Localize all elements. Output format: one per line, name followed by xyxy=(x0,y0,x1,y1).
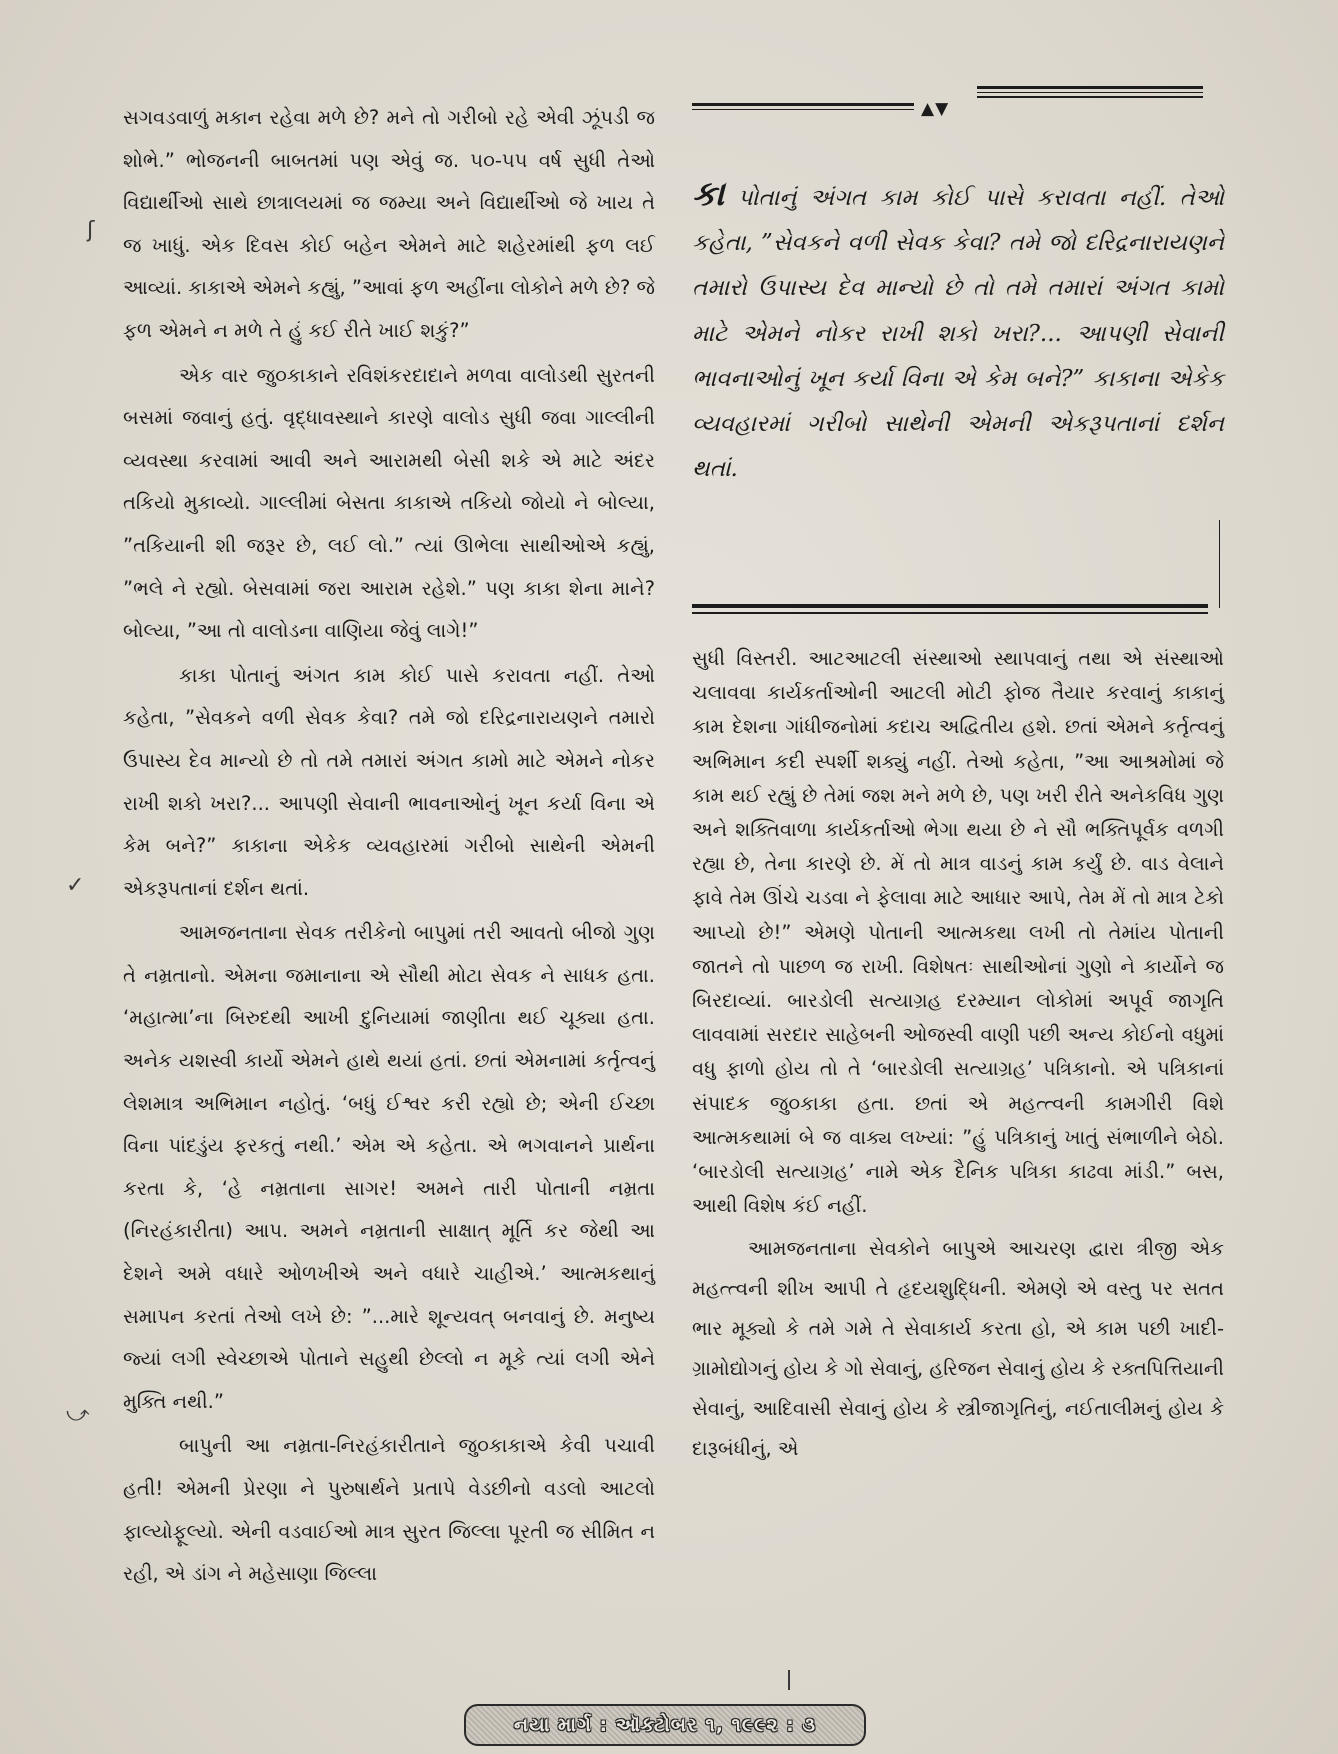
right-column xyxy=(692,642,1224,1469)
page-footer xyxy=(464,1704,866,1746)
paragraph: એક વાર જુ૦કાકાને રવિશંકરદાદાને મળવા વાલોડથી સુરતની બસમાં જવાનું હતું. વૃદ્ધાવસ્થાને કારણે વાલોડ સુધી જવા ગાલ્લીની વ્યવસ્થા કરવામાં આવી અને આરામથી બેસી શકે એ માટે અંદર તકિયો મુકાવ્યો. ગાલ્લીમાં બેસતા કાકાએ તકિયો જોયો ને બોલ્યા, ”તકિયાની શી જરૂર છે, લઈ લો.” ત્યાં ઊભેલા સાથીઓએ કહ્યું, ”ભલે ને રહ્યો. બેસવામાં જરા આરામ રહેશે.” પણ કાકા શેના માને? બોલ્યા, ”આ તો વાલોડના વાણિયા જેવું લાગે!” xyxy=(123,363,655,643)
pull-quote-body: પોતાનું અંગત કામ કોઈ પાસે કરાવતા નહીં. તેઓ કહેતા, ”સેવકને વળી સેવક કેવા? તમે જો દરિદ્રનારાયણને તમારો ઉપાસ્ય દેવ માન્યો છે તો તમે તમારાં અંગત કામો માટે એમને નોકર રાખી શકો ખરા?... આપણી સેવાની ભાવનાઓનું ખૂન કર્યા વિના એ કેમ બને?” કાકાના એકેક વ્યવહારમાં ગરીબો સાથેની એમની એકરૂપતાનાં દર્શન થતાં. xyxy=(692,185,1224,483)
top-rule-right-thin xyxy=(977,92,1203,93)
top-rule-right-thin-2 xyxy=(977,96,1203,98)
paragraph: બાપુની આ નમ્રતા-નિરહંકારીતાને જુ૦કાકાએ કેવી પચાવી હતી! એમની પ્રેરણા ને પુરુષાર્થને પ્રતાપે વેડછીનો વડલો આટલો ફાલ્યોફૂલ્યો. એની વડવાઈઓ માત્ર સુરત જિલ્લા પૂરતી જ સીમિત ન રહી, એ ડાંગ ને મહેસાણા જિલ્લા xyxy=(123,1434,655,1586)
paragraph: કાકા પોતાનું અંગત કામ કોઈ પાસે કરાવતા નહીં. તેઓ કહેતા, ”સેવકને વળી સેવક કેવા? તમે જો દરિદ્રનારાયણને તમારો ઉપાસ્ય દેવ માન્યો છે તો તમે તમારાં અંગત કામો માટે એમને નોકર રાખી શકો ખરા?... આપણી સેવાની ભાવનાઓનું ખૂન કર્યા વિના એ કેમ બને?” કાકાના એકેક વ્યવહારમાં ગરીબો સાથેની એમની એકરૂપતાનાં દર્શન થતાં. xyxy=(123,663,655,900)
paragraph: આમજનતાના સેવક તરીકેનો બાપુમાં તરી આવતો બીજો ગુણ તે નમ્રતાનો. એમના જમાનાના એ સૌથી મોટા સેવક ને સાધક હતા. ‘મહાત્મા’ના બિરુદથી આખી દુનિયામાં જાણીતા થઈ ચૂક્યા હતા. અનેક યશસ્વી કાર્યો એમને હાથે થયાં હતાં. છતાં એમનામાં કર્તૃત્વનું લેશમાત્ર અભિમાન નહોતું. ‘બધું ઈશ્વર કરી રહ્યો છે; એની ઈચ્છા વિના પાંદડુંય ફરકતું નથી.’ એમ એ કહેતા. એ ભગવાનને પ્રાર્થના કરતા કે, ‘હે નમ્રતાના સાગર! અમને તારી પોતાની નમ્રતા (નિરહંકારીતા) આપ. અમને નમ્રતાની સાક્ષાત્ મૂર્તિ કર જેથી આ દેશને અમે વધારે ઓળખીએ અને વધારે ચાહીએ.’ આત્મકથાનું સમાપન કરતાં તેઓ લખે છે: ”...મારે શૂન્યવત્ બનવાનું છે. મનુષ્ય જ્યાં લગી સ્વેચ્છાએ પોતાને સહુથી છેલ્લો ન મૂકે ત્યાં લગી એને મુક્તિ નથી.” xyxy=(123,921,655,1413)
paragraph: સગવડવાળું મકાન રહેવા મળે છે? મને તો ગરીબો રહે એવી ઝૂંપડી જ શોભે.” ભોજનની બાબતમાં પણ એવું જ. ૫૦-૫૫ વર્ષ સુધી તેઓ વિદ્યાર્થીઓ સાથે છાત્રાલયમાં જ જમ્યા અને વિદ્યાર્થીઓ જે ખાય તે જ ખાધું. એક દિવસ કોઈ બહેન એમને માટે શહેરમાંથી ફળ લઈ આવ્યાં. કાકાએ એમને કહ્યું, ”આવાં ફળ અહીંના લોકોને મળે છે? જે ફળ એમને ન મળે તે હું કઈ રીતે ખાઈ શકું?” xyxy=(123,106,655,342)
drop-cap: કા xyxy=(692,174,725,214)
pullquote-bottom-rule-thick xyxy=(692,604,1208,608)
pencil-mark: ✓ xyxy=(66,873,85,898)
paragraph: સુધી વિસ્તરી. આટઆટલી સંસ્થાઓ સ્થાપવાનું તથા એ સંસ્થાઓ ચલાવવા કાર્યકર્તાઓની આટલી મોટી ફોજ તૈયાર કરવાનું કાકાનું કામ દેશના ગાંધીજનોમાં કદાચ અદ્વિતીય હશે. છતાં એમને કર્તૃત્વનું અભિમાન કદી સ્પર્શી શક્યું નહીં. તેઓ કહેતા, ”આ આશ્રમોમાં જે કામ થઈ રહ્યું છે તેમાં જશ મને મળે છે, પણ ખરી રીતે અનેકવિધ ગુણ અને શક્તિવાળા કાર્યકર્તાઓ ભેગા થયા છે ને સૌ ભક્તિપૂર્વક વળગી રહ્યા છે, તેના કારણે છે. મેં તો માત્ર વાડનું કામ કર્યું છે. વાડ વેલાને ફાવે તેમ ઊંચે ચડવા ને ફેલાવા માટે આધાર આપે, તેમ મેં તો માત્ર ટેકો આપ્યો છે!” એમણે પોતાની આત્મકથા લખી તો તેમાંય પોતાની જાતને તો પાછળ જ રાખી. વિશેષતઃ સાથીઓનાં ગુણો ને કાર્યોને જ બિરદાવ્યાં. બારડોલી સત્યાગ્રહ દરમ્યાન લોકોમાં અપૂર્વ જાગૃતિ લાવવામાં સરદાર સાહેબની ઓજસ્વી વાણી પછી અન્ય કોઈનો વધુમાં વધુ ફાળો હોય તો તે ‘બારડોલી સત્યાગ્રહ’ પત્રિકાનો. એ પત્રિકાનાં સંપાદક જુ૦કાકા હતા. છતાં એ મહત્ત્વની કામગીરી વિશે આત્મકથામાં બે જ વાક્ય લખ્યાં: ”હું પત્રિકાનું ખાતું સંભાળીને બેઠો. ‘બારડોલી સત્યાગ્રહ’ નામે એક દૈનિક પત્રિકા કાઢવા માંડી.” બસ, આથી વિશેષ કંઈ નહીં. xyxy=(692,647,1224,1218)
footer-text: નયા માર્ગ : ઑક્ટોબર ૧, ૧૯૯૨ : ૩ xyxy=(514,1714,816,1736)
top-rule-left-thin xyxy=(692,109,914,110)
pencil-mark: ⤻ xyxy=(66,1402,90,1427)
top-rule-right-thick xyxy=(977,86,1203,89)
left-column xyxy=(123,97,655,1596)
pullquote-bottom-rule-thin xyxy=(692,612,1208,614)
pencil-mark: ʃ xyxy=(87,218,95,243)
ornament-triangles: ▲▼ xyxy=(921,99,950,119)
pullquote-right-edge xyxy=(1219,520,1220,608)
paragraph: આમજનતાના સેવકોને બાપુએ આચરણ દ્વારા ત્રીજી એક મહત્ત્વની શીખ આપી તે હૃદયશુદ્ધિની. એમણે એ વસ્તુ પર સતત ભાર મૂક્યો કે તમે ગમે તે સેવાકાર્ય કરતા હો, એ કામ પછી ખાદી-ગ્રામોદ્યોગનું હોય કે ગો સેવાનું, હરિજન સેવાનું હોય કે રક્તપિત્તિયાની સેવાનું, આદિવાસી સેવાનું હોય કે સ્ત્રીજાગૃતિનું, નઈતાલીમનું હોય કે દારૂબંધીનું, એ xyxy=(692,1237,1224,1461)
top-rule-left-thick xyxy=(692,103,914,106)
center-tick-mark xyxy=(788,1670,790,1690)
pull-quote-text xyxy=(692,176,1224,492)
pull-quote xyxy=(692,176,1224,492)
